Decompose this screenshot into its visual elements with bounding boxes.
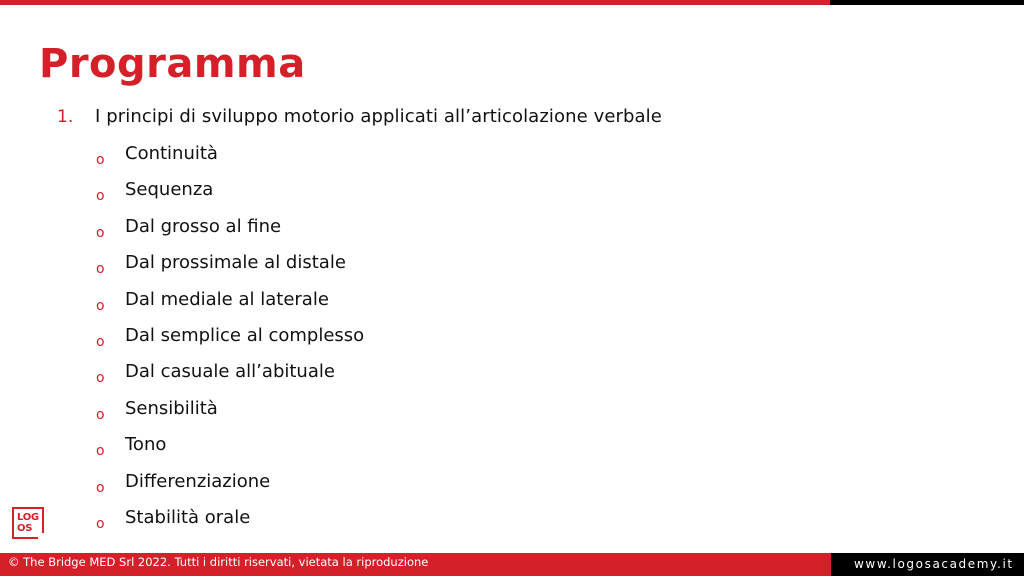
logos-logo — [12, 507, 44, 539]
footer-website-section — [831, 553, 1024, 576]
sub-list — [0, 141, 900, 541]
numbered-item-text: I principi di sviluppo motorio applicati all’articolazione verbale — [95, 106, 662, 127]
top-bar-red-segment — [0, 0, 830, 5]
list-item — [0, 177, 900, 213]
logo-text-line2: OS — [17, 523, 33, 534]
top-bar-black-segment — [830, 0, 1024, 5]
list-item — [0, 396, 900, 432]
numbered-item-1 — [0, 104, 900, 130]
list-item-text: Stabilità orale — [125, 506, 251, 528]
list-item — [0, 250, 900, 286]
circle-bullet-icon: o — [96, 152, 105, 168]
logo-text-line1: LOG — [17, 512, 39, 523]
list-item-text: Sensibilità — [125, 397, 218, 419]
list-item-text: Continuità — [125, 143, 218, 164]
circle-bullet-icon: o — [96, 479, 105, 496]
top-accent-bar — [0, 0, 1024, 5]
circle-bullet-icon: o — [96, 443, 105, 460]
list-item-text: Dal semplice al complesso — [125, 324, 365, 346]
circle-bullet-icon: o — [96, 224, 105, 241]
circle-bullet-icon: o — [96, 261, 105, 278]
circle-bullet-icon: o — [96, 333, 105, 350]
copyright-text: © The Bridge MED Srl 2022. Tutti i diritti riservati, vietata la riproduzione — [8, 555, 429, 569]
circle-bullet-icon: o — [96, 406, 105, 423]
website-link[interactable]: www.logosacademy.it — [854, 557, 1014, 571]
list-item-text: Dal mediale al laterale — [125, 288, 329, 310]
logo-corner-gap — [38, 533, 44, 539]
slide-title: Programma — [39, 41, 306, 87]
list-item — [0, 505, 900, 541]
list-item — [0, 214, 900, 250]
list-number: 1. — [57, 107, 74, 127]
footer-bar — [0, 553, 1024, 576]
circle-bullet-icon: o — [96, 370, 105, 387]
list-item-text: Dal grosso al fine — [125, 215, 282, 237]
list-item — [0, 432, 900, 468]
list-item-text: Sequenza — [125, 179, 214, 201]
list-item — [0, 287, 900, 323]
circle-bullet-icon: o — [96, 297, 105, 314]
list-item — [0, 469, 900, 505]
circle-bullet-icon: o — [96, 515, 105, 532]
list-item — [0, 141, 900, 177]
footer-copyright-section — [0, 553, 831, 576]
list-item-text: Dal prossimale al distale — [125, 252, 346, 274]
list-item — [0, 359, 900, 395]
list-item-text: Tono — [125, 434, 167, 456]
list-item-text: Dal casuale all’abituale — [125, 361, 335, 383]
list-item — [0, 323, 900, 359]
list-item-text: Differenziazione — [125, 470, 271, 492]
circle-bullet-icon: o — [96, 188, 105, 205]
